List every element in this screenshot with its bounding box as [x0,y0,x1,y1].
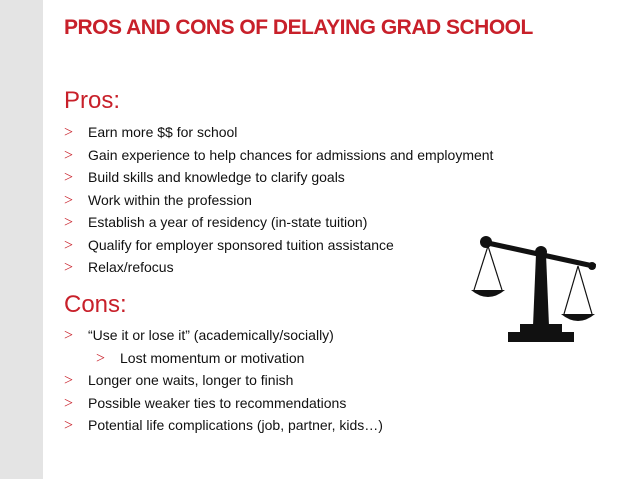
list-item [64,324,383,347]
list-item-text: Possible weaker ties to recommendations [88,394,347,411]
pros-heading: Pros: [64,87,121,114]
list-item-text: Qualify for employer sponsored tuition assistance [88,236,394,253]
bullet-marker: > [64,394,74,412]
list-item-text: Longer one waits, longer to finish [88,372,294,388]
list-item-text: Potential life complications (job, partner, kids…) [88,417,383,433]
list-item [64,234,493,257]
bullet-marker: > [64,236,74,254]
list-item-text: “Use it or lose it” (academically/socially) [88,327,334,343]
slide-title: PROS AND CONS OF DELAYING GRAD SCHOOL [64,16,533,39]
list-item-text: Lost momentum or motivation [120,349,305,366]
bullet-marker: > [64,327,74,344]
list-item [64,369,383,392]
cons-heading: Cons: [64,291,127,318]
list-item [64,392,383,415]
left-accent-bar [0,0,43,479]
bullet-marker: > [64,124,74,141]
list-item-text: Gain experience to help chances for admissions and employment [88,146,494,163]
list-item [64,121,493,144]
list-item [64,414,383,437]
bullet-marker: > [64,169,74,186]
bullet-marker: > [64,146,74,164]
pros-list [64,121,493,279]
list-item [64,189,493,212]
list-item [64,144,493,167]
list-item [64,166,493,189]
bullet-marker: > [64,417,74,434]
list-item-text: Establish a year of residency (in-state tuition) [88,214,368,230]
bullet-marker: > [64,372,74,389]
list-item [64,256,493,279]
list-item-text: Earn more $$ for school [88,124,238,140]
cons-list [64,324,383,437]
list-item-text: Relax/refocus [88,259,174,275]
bullet-marker: > [64,214,74,231]
list-item-text: Work within the profession [88,191,252,208]
bullet-marker: > [64,191,74,209]
list-item [64,211,493,234]
bullet-marker: > [64,259,74,276]
bullet-marker: > [96,349,106,367]
list-item-text: Build skills and knowledge to clarify goals [88,169,345,185]
sub-list-item [64,347,383,370]
scale-of-justice-icon [468,226,618,346]
